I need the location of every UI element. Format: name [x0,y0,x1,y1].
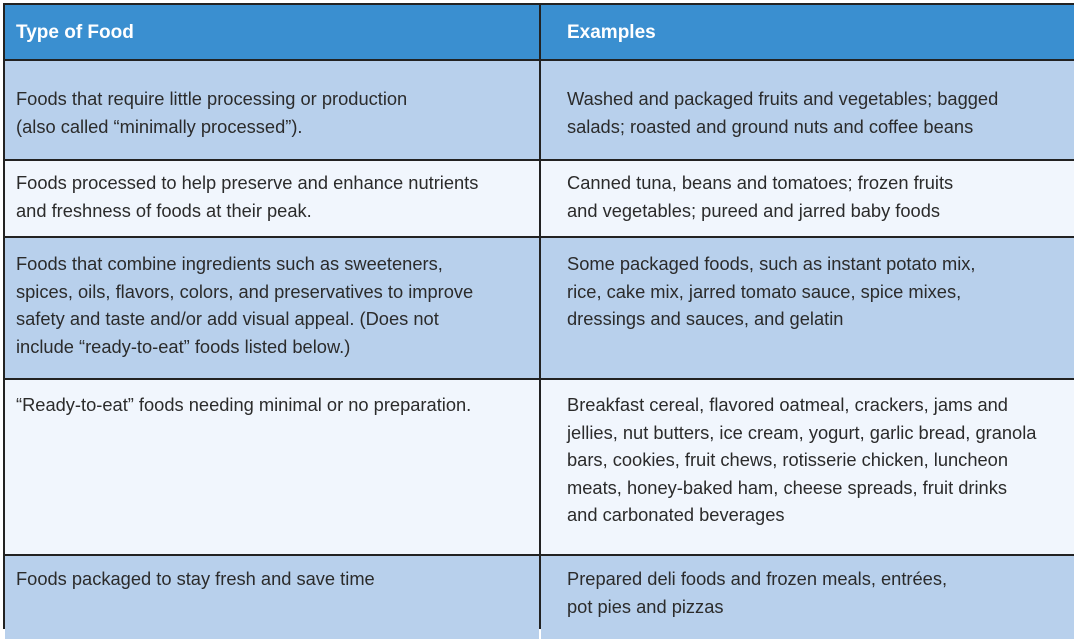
row-4-type: “Ready-to-eat” foods needing minimal or no preparation. [5,380,539,554]
row-2-type: Foods processed to help preserve and enhance nutrients and freshness of foods at their peak. [5,161,539,236]
row-3-examples: Some packaged foods, such as instant potato mix, rice, cake mix, jarred tomato sauce, spice mixes, dressings and sauces, and gelatin [541,238,1074,378]
row-1-type: Foods that require little processing or production (also called “minimally processed”). [5,61,539,159]
row-4-examples: Breakfast cereal, flavored oatmeal, crackers, jams and jellies, nut butters, ice cream, yogurt, garlic bread, granola bars, cookies, fruit chews, rotisserie chicken, luncheon meats, honey-baked ham, cheese spreads, fruit drinks and carbonated beverages [541,380,1074,554]
row-5-type: Foods packaged to stay fresh and save time [5,556,539,639]
row-1-examples: Washed and packaged fruits and vegetables; bagged salads; roasted and ground nuts and coffee beans [541,61,1074,159]
food-processing-table [3,3,1074,629]
row-2-examples: Canned tuna, beans and tomatoes; frozen fruits and vegetables; pureed and jarred baby foods [541,161,1074,236]
header-examples: Examples [541,5,1074,59]
header-type-of-food: Type of Food [5,5,539,59]
row-5-examples: Prepared deli foods and frozen meals, entrées, pot pies and pizzas [541,556,1074,639]
row-3-type: Foods that combine ingredients such as sweeteners, spices, oils, flavors, colors, and preservatives to improve safety and taste and/or add visual appeal. (Does not include “ready-to-eat” foods listed below.) [5,238,539,378]
